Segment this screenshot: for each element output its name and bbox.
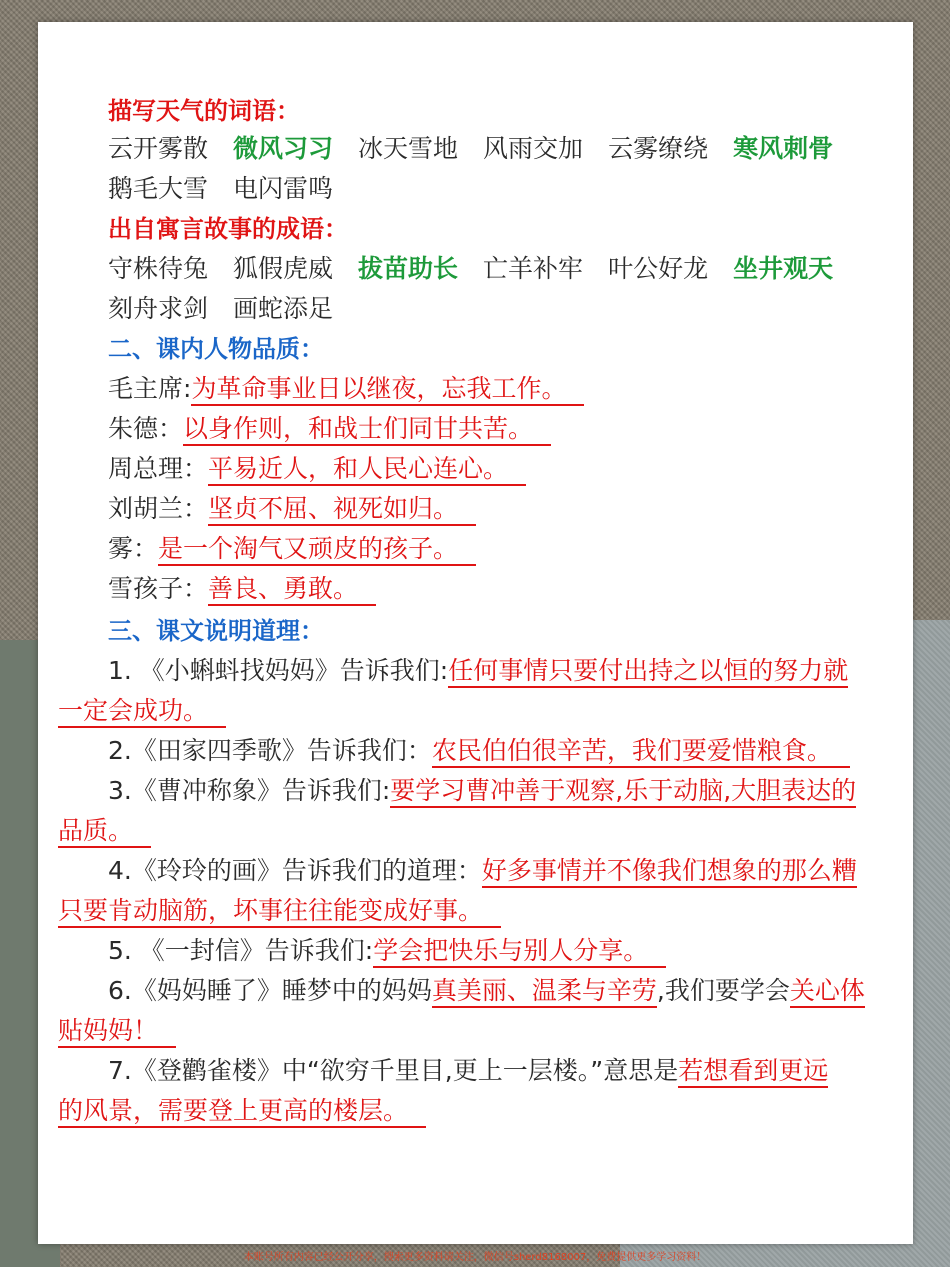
lesson-title: 7.《登鹳雀楼》中“欲穷千里目,更上一层楼。”意思是	[108, 1056, 679, 1085]
person-row	[108, 372, 584, 406]
person-name: 朱德：	[108, 414, 184, 443]
fable-idioms-heading: 出自寓言故事的成语：	[108, 215, 348, 243]
person-quality: 坚贞不屈、视死如归。	[208, 494, 476, 526]
person-quality: 是一个淘气又顽皮的孩子。	[158, 534, 476, 566]
word-item: 坐井观天	[733, 254, 834, 283]
person-name: 毛主席:	[108, 374, 192, 403]
lesson-4-line-2	[58, 894, 501, 928]
lesson-meaning: 若想看到更远	[678, 1056, 828, 1088]
word-item: 风雨交加	[483, 134, 584, 163]
word-item: 守株待兔	[108, 254, 209, 283]
person-row	[108, 452, 526, 486]
lesson-6-line-2	[58, 1014, 176, 1048]
lesson-meaning: 的风景，需要登上更高的楼层。	[58, 1096, 426, 1128]
lesson-4-line-1	[108, 854, 857, 888]
lesson-3-line-2	[58, 814, 151, 848]
lesson-meaning: 品质。	[58, 816, 151, 848]
fable-idioms-row-1	[108, 252, 858, 286]
lesson-1-line-2	[58, 694, 226, 728]
word-item: 画蛇添足	[233, 294, 334, 323]
person-name: 雾：	[108, 534, 159, 563]
word-item: 狐假虎威	[233, 254, 334, 283]
word-item: 刻舟求剑	[108, 294, 209, 323]
lesson-5	[108, 934, 666, 968]
lesson-meaning: 学会把快乐与别人分享。	[373, 936, 666, 968]
person-quality: 以身作则，和战士们同甘共苦。	[183, 414, 551, 446]
lesson-title: 4.《玲玲的画》告诉我们的道理：	[108, 856, 482, 885]
word-item: 寒风刺骨	[733, 134, 834, 163]
lesson-7-line-1	[108, 1054, 828, 1088]
word-item: 冰天雪地	[358, 134, 459, 163]
lesson-3-line-1	[108, 774, 856, 808]
footer-watermark-text: 本账号所有内容已经公开分享，搜索更多资料请关注，微信号sherd8168007，免费提供更多学习资料！	[243, 1252, 707, 1263]
word-item: 云开雾散	[108, 134, 209, 163]
lesson-text: ,我们要学会	[656, 976, 790, 1005]
person-name: 刘胡兰：	[108, 494, 209, 523]
lesson-title: 2.《田家四季歌》告诉我们：	[108, 736, 432, 765]
person-quality: 平易近人，和人民心连心。	[208, 454, 526, 486]
person-name: 周总理：	[108, 454, 209, 483]
lesson-meaning: 贴妈妈！	[58, 1016, 176, 1048]
lesson-meaning: 农民伯伯很辛苦，我们要爱惜粮食。	[432, 736, 850, 768]
lesson-meaning: 只要肯动脑筋，坏事往往能变成好事。	[58, 896, 501, 928]
weather-words-row-2	[108, 172, 358, 206]
lesson-meaning: 要学习曹冲善于观察,乐于动脑,大胆表达的	[390, 776, 856, 808]
lesson-6-line-1	[108, 974, 865, 1008]
fable-idioms-row-2	[108, 292, 358, 326]
lessons-heading: 三、课文说明道理：	[108, 617, 324, 645]
lesson-1-line-1	[108, 654, 848, 688]
person-row	[108, 532, 476, 566]
word-item: 亡羊补牢	[483, 254, 584, 283]
person-quality: 为革命事业日以继夜，忘我工作。	[191, 374, 584, 406]
weather-words-row-1	[108, 132, 858, 166]
document-content	[38, 22, 913, 1244]
person-row	[108, 412, 551, 446]
word-item: 电闪雷鸣	[233, 174, 334, 203]
person-row	[108, 572, 376, 606]
lesson-title: 1. 《小蝌蚪找妈妈》告诉我们:	[108, 656, 449, 685]
lesson-title: 6.《妈妈睡了》睡梦中的妈妈	[108, 976, 432, 1005]
paper-sheet	[38, 22, 913, 1244]
lesson-2	[108, 734, 850, 768]
word-item: 云雾缭绕	[608, 134, 709, 163]
lesson-title: 3.《曹冲称象》告诉我们:	[108, 776, 391, 805]
person-row	[108, 492, 476, 526]
lesson-meaning: 真美丽、温柔与辛劳	[432, 976, 657, 1008]
lesson-meaning: 一定会成功。	[58, 696, 226, 728]
person-quality: 善良、勇敢。	[208, 574, 376, 606]
person-name: 雪孩子：	[108, 574, 209, 603]
lesson-meaning: 好多事情并不像我们想象的那么糟	[482, 856, 857, 888]
lesson-7-line-2	[58, 1094, 426, 1128]
lesson-meaning: 任何事情只要付出持之以恒的努力就	[448, 656, 848, 688]
weather-words-heading: 描写天气的词语：	[108, 97, 300, 125]
word-item: 微风习习	[233, 134, 334, 163]
word-item: 叶公好龙	[608, 254, 709, 283]
character-qualities-heading: 二、课内人物品质：	[108, 335, 324, 363]
word-item: 拔苗助长	[358, 254, 459, 283]
lesson-meaning: 关心体	[790, 976, 865, 1008]
word-item: 鹅毛大雪	[108, 174, 209, 203]
lesson-title: 5. 《一封信》告诉我们:	[108, 936, 374, 965]
